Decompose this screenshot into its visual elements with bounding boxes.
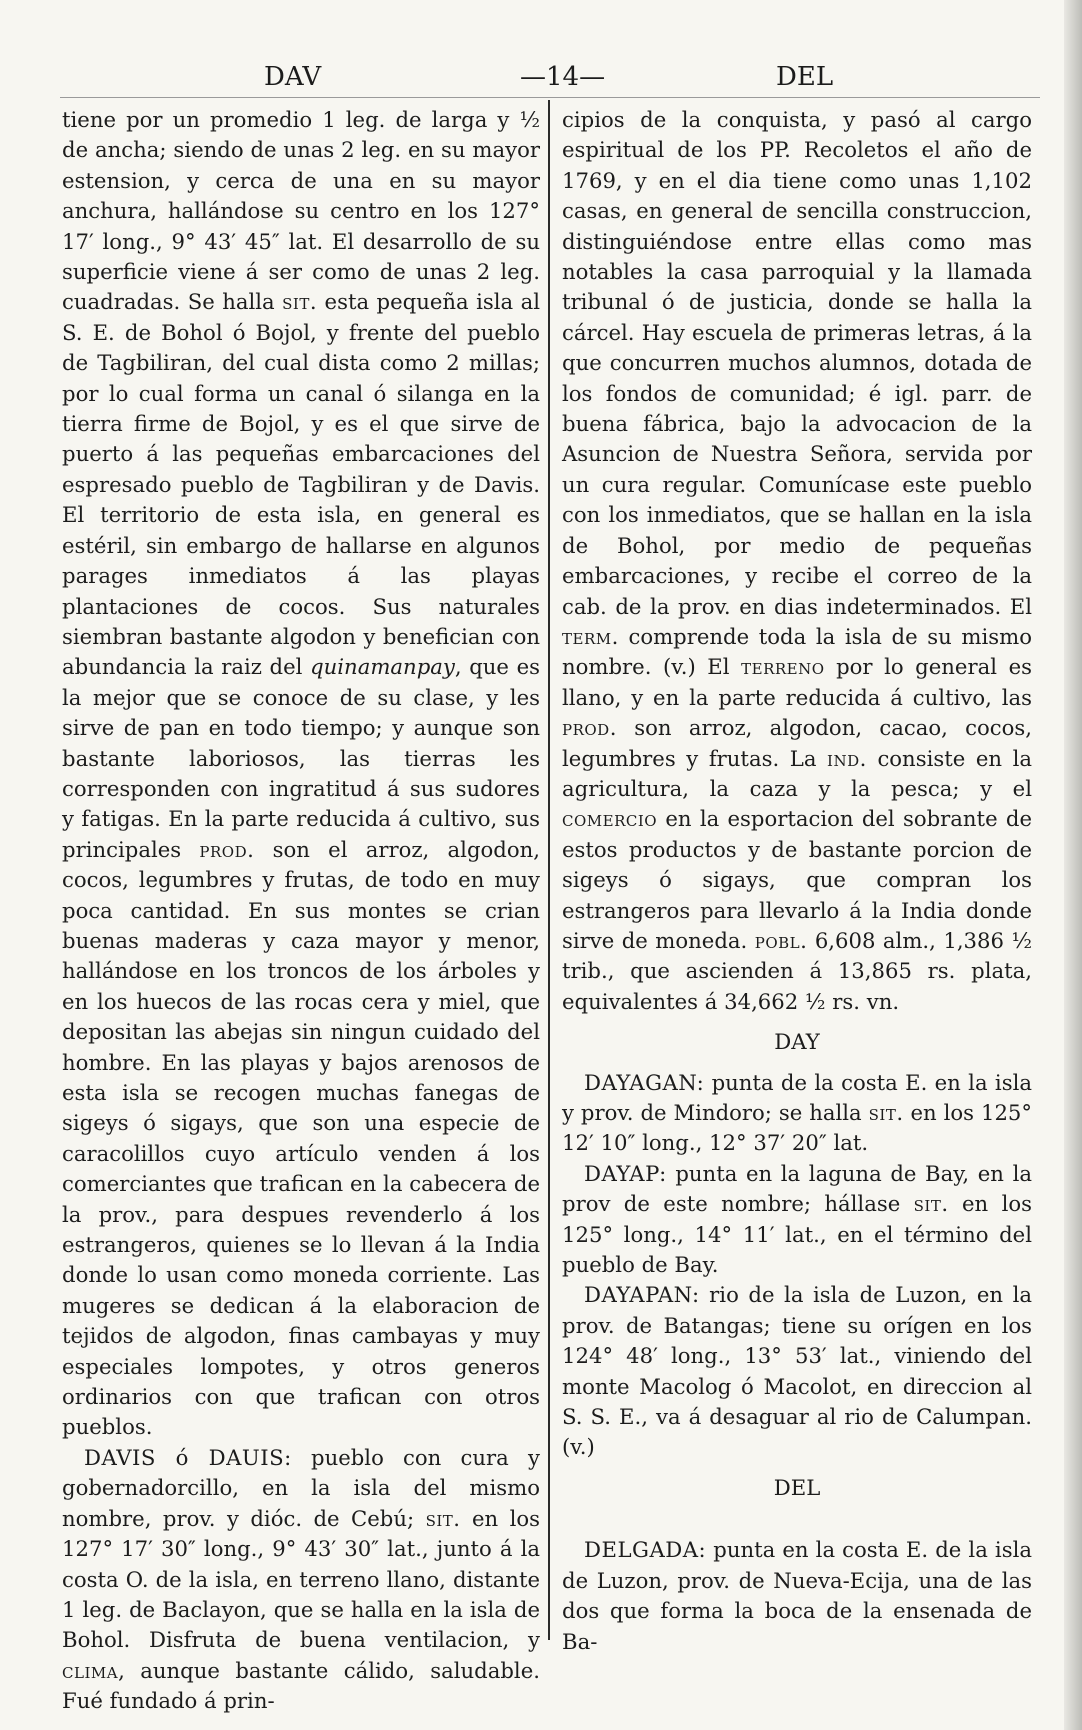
- header-right-guideword: DEL: [776, 62, 834, 92]
- section-heading-day: DAY: [774, 1029, 820, 1055]
- entry-dayagan: DAYAGAN: punta de la costa E. en la isla y prov. de Mindoro; se halla sit. en los 125° 12′ 10″ long., 12° 37′ 20″ lat.: [562, 1069, 1032, 1156]
- entry-headword: DELGADA:: [584, 1537, 707, 1563]
- left-column: [62, 105, 540, 1717]
- davis-island-continuation: tiene por un promedio 1 leg. de larga y ½ de ancha; siendo de unas 2 leg. en su mayor estension, y cerca de una en su mayor anchura, hallándose su centro en los 127° 17′ long., 9° 43′ 45″ lat. El desarrollo de su superficie viene á ser como de unas 2 leg. cuadradas. Se halla sit. esta pequeña isla al S. E. de Bohol ó Bojol, y frente del pueblo de Tagbiliran, del cual dista como 2 millas; por lo cual forma un canal ó silanga en la tierra firme de Bojol, y es el que sirve de puerto á las pequeñas embarcaciones del espresado pueblo de Tagbiliran y de Davis. El territorio de esta isla, en general es estéril, sin embargo de hallarse en algunos parages inmediatos á las playas plantaciones de cocos. Sus naturales siembran bastante algodon y benefician con abundancia la raiz del quinamanpay, que es la mejor que se conoce de su clase, y les sirve de pan en todo tiempo; y aunque son bastante laboriosos, las tierras les corresponden con ingratitud á sus sudores y fatigas. En la parte reducida á cultivo, sus principales prod. son el arroz, algodon, cocos, legumbres y frutas, de todo en muy poca cantidad. En sus montes se crian buenas maderas y caza mayor y menor, hallándose en los troncos de los árboles y en los huecos de las rocas cera y miel, que depositan las abejas sin ningun cuidado del hombre. En las playas y bajos arenosos de esta isla se recogen muchas fanegas de sigeys ó sigays, que son una especie de caracolillos cuyo artículo venden á los comerciantes que trafican en la cabecera de la prov., para despues revenderlo á los estrangeros, quienes se lo llevan á la India donde lo usan como moneda corriente. Las mugeres se dedican á la elaboracion de tejidos de algodon, finas cambayas y muy especiales lompotes, y otros generos ordinarios con que trafican con otros pueblos.: [62, 107, 540, 1440]
- entry-dayap: DAYAP: punta en la laguna de Bay, en la prov de este nombre; hállase sit. en los 125° long., 14° 11′ lat., en el término del pueblo de Bay.: [562, 1160, 1032, 1278]
- entry-headword: DAYAPAN:: [584, 1282, 700, 1308]
- running-header: [0, 62, 1082, 98]
- section-heading-del: DEL: [773, 1474, 821, 1500]
- column-divider: [548, 100, 550, 1640]
- entry-delgada: DELGADA: punta en la costa E. de la isla de Luzon, prov. de Nueva-Ecija, una de las dos que forma la boca de la ensenada de Ba-: [562, 1537, 1032, 1654]
- entry-headword: DAVIS ó DAUIS:: [84, 1444, 292, 1470]
- page-number: —14—: [520, 62, 606, 92]
- right-column: [562, 105, 1032, 1657]
- page-edge-shadow: [1064, 0, 1082, 1730]
- entry-headword: DAYAGAN:: [584, 1069, 705, 1095]
- davis-entry-continuation: cipios de la conquista, y pasó al cargo espiritual de los PP. Recoletos el año de 1769, y en el dia tiene como unas 1,102 casas, en general de sencilla construccion, distinguiéndose entre ellas como mas notables la casa parroquial y la llamada tribunal ó de justicia, donde se halla la cárcel. Hay escuela de primeras letras, á la que concurren muchos alumnos, dotada de los fondos de comunidad; é igl. parr. de buena fábrica, bajo la advocacion de la Asuncion de Nuestra Señora, servida por un cura regular. Comunícase este pueblo con los inmediatos, que se hallan en la isla de Bohol, por medio de pequeñas embarcaciones, y recibe el correo de la cab. de la prov. en dias indeterminados. El term. comprende toda la isla de su mismo nombre. (v.) El terreno por lo general es llano, y en la parte reducida á cultivo, las prod. son arroz, algodon, cacao, cocos, legumbres y frutas. La ind. consiste en la agricultura, la caza y la pesca; y el comercio en la esportacion del sobrante de estos productos y de bastante porcion de sigeys ó sigays, que compran los estrangeros para llevarlo á la India donde sirve de moneda. pobl. 6,608 alm., 1,386 ½ trib., que ascienden á 13,865 rs. plata, equivalentes á 34,662 ½ rs. vn.: [562, 107, 1033, 1014]
- entry-headword: DAYAP:: [584, 1160, 667, 1186]
- entry-dayapan: DAYAPAN: rio de la isla de Luzon, en la prov. de Batangas; tiene su orígen en los 124° 48′ long., 13° 53′ lat., viniendo del monte Macolog ó Macolot, en direccion al S. S. E., va á desaguar al rio de Calumpan. (v.): [562, 1282, 1032, 1460]
- entry-davis: DAVIS ó DAUIS: pueblo con cura y gobernadorcillo, en la isla del mismo nombre, prov. y dióc. de Cebú; sit. en los 127° 17′ 30″ long., 9° 43′ 30″ lat., junto á la costa O. de la isla, en terreno llano, distante 1 leg. de Baclayon, que se halla en la isla de Bohol. Disfruta de buena ventilacion, y clima, aunque bastante cálido, saludable. Fué fundado á prin-: [62, 1444, 540, 1714]
- header-left-guideword: DAV: [264, 62, 322, 92]
- header-rule: [60, 97, 1040, 98]
